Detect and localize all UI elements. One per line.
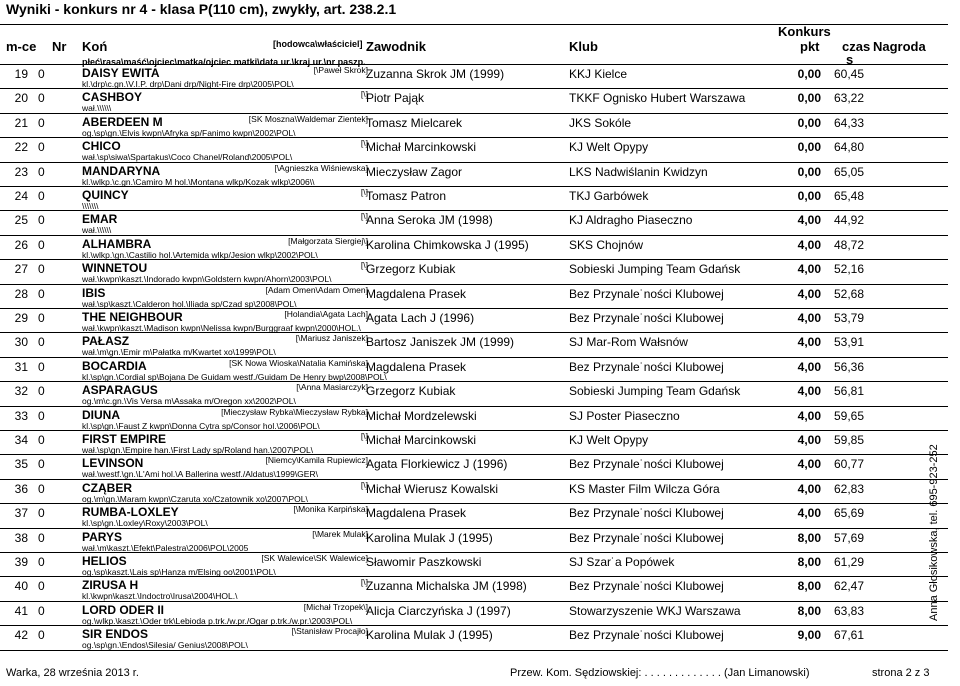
pedigree-cell: wał.\sp\kaszt.\Calderon hol.\Iliada sp/Czad sp\2008\POL\	[82, 298, 297, 309]
pedigree-cell: wał.\sp\siwa\Spartakus\Coco Chanel/Roland\2005\POL\	[82, 152, 293, 163]
points-cell: 4,00	[797, 408, 821, 423]
club-cell: Stowarzyszenie WKJ Warszawa	[569, 603, 741, 618]
place-cell: 38	[14, 530, 28, 545]
table-row	[0, 186, 948, 211]
place-cell: 40	[14, 579, 28, 594]
place-cell: 41	[14, 603, 28, 618]
number-cell: 0	[38, 555, 45, 569]
table-row	[0, 528, 948, 553]
pedigree-cell: kl.\drp\c.gn.\V.I.P. drp\Dani drp/Night-Fire drp\2005\POL\	[82, 79, 294, 89]
owner-cell: [Adam Omen\Adam Omen]	[265, 284, 368, 295]
place-cell: 34	[14, 433, 28, 447]
time-cell: 60,45	[833, 67, 864, 81]
side-note: Anna Głosikowska, tel. 695-923-252	[928, 444, 940, 621]
rider-cell: Karolina Chimkowska J (1995)	[366, 237, 529, 252]
points-cell: 4,00	[797, 506, 821, 521]
pedigree-cell: og.\sp\gn.\Elvis kwpn\Afryka sp/Fanimo kwpn\2002\POL\	[82, 127, 296, 138]
rider-cell: Michał Marcinkowski	[366, 433, 477, 447]
rider-cell: Tomasz Patron	[366, 189, 447, 203]
table-row	[0, 308, 948, 333]
points-cell: 8,00	[797, 579, 821, 594]
pedigree-cell: og.\sp\gn.\Endos\Silesia/ Genius\2008\POL\	[82, 640, 248, 651]
club-cell: KJ Welt Opypy	[569, 433, 649, 447]
time-cell: 61,29	[833, 555, 864, 569]
time-cell: 67,61	[833, 628, 864, 643]
time-cell: 56,81	[833, 384, 864, 399]
time-cell: 63,22	[833, 91, 864, 106]
horse-name: MANDARYNA	[82, 163, 161, 178]
owner-cell: [\]	[360, 479, 368, 490]
horse-name: LEVINSON	[82, 456, 144, 471]
number-cell: 0	[38, 408, 45, 423]
rider-cell: Mieczysław Zagor	[366, 164, 463, 179]
place-cell: 39	[14, 555, 28, 569]
horse-name: RUMBA-LOXLEY	[82, 505, 179, 520]
horse-name: PARYS	[82, 529, 123, 544]
time-cell: 60,77	[833, 457, 864, 472]
place-cell: 27	[14, 262, 28, 277]
time-cell: 44,92	[833, 213, 864, 228]
rider-cell: Karolina Mulak J (1995)	[366, 628, 493, 643]
pedigree-cell: og.\m\gn.\Maram kwpn\Czaruta xo/Czatownik xo\2007\POL\	[82, 493, 308, 504]
table-row	[0, 503, 948, 528]
table-row	[0, 113, 948, 138]
time-cell: 64,33	[833, 115, 864, 130]
rider-cell: Tomasz Mielcarek	[366, 115, 463, 130]
pedigree-cell: kl.\wlkp.\c.gn.\Camiro M hol.\Montana wlkp/Kozak wlkp\2006\\	[82, 176, 315, 187]
points-cell: 4,00	[797, 457, 821, 472]
table-row	[0, 284, 948, 309]
club-cell: Bez Przynale˙ności Klubowej	[569, 457, 724, 472]
place-cell: 42	[14, 628, 28, 643]
time-cell: 63,83	[833, 603, 864, 618]
pedigree-cell: og.\m\c.gn.\Vis Versa m\Assaka m/Oregon xx\2002\POL\	[82, 396, 296, 407]
points-cell: 4,00	[797, 335, 821, 350]
place-cell: 20	[14, 91, 28, 106]
table-row	[0, 235, 948, 260]
place-cell: 29	[14, 311, 28, 325]
place-cell: 22	[14, 140, 28, 155]
number-cell: 0	[38, 579, 45, 594]
table-row	[0, 210, 948, 235]
place-cell: 24	[14, 189, 28, 203]
time-cell: 59,85	[833, 433, 864, 447]
place-cell: 37	[14, 506, 28, 521]
number-cell: 0	[38, 115, 45, 130]
table-row	[0, 259, 948, 284]
rider-cell: Piotr Pająk	[366, 91, 425, 106]
number-cell: 0	[38, 164, 45, 179]
club-cell: SKS Chojnów	[569, 237, 644, 252]
header-owner: [hodowca\właściciel]	[273, 39, 363, 49]
table-row	[0, 625, 948, 650]
footer-page: strona 2 z 3	[872, 667, 930, 679]
header-mce: m-ce	[6, 39, 37, 54]
time-cell: 64,80	[833, 140, 864, 155]
header-czas: czas	[842, 39, 871, 54]
pedigree-cell: \\\\\\\	[82, 201, 99, 211]
pedigree-cell: wał.\kwpn\kaszt.\Madison kwpn\Nelissa kwpn/Burggraaf kwpn\2000\HOL.\	[82, 323, 361, 333]
pedigree-cell: wał.\westf.\gn.\L'Ami hol.\A Ballerina westf./Aldatus\1999\GER\	[82, 469, 318, 480]
header-subline: płeć\rasa\maść\ojciec\matka/ojciec matki\data ur.\kraj ur.\nr paszp.	[82, 57, 366, 67]
header-rule	[0, 24, 948, 25]
pedigree-cell: wał.\m\kaszt.\Efekt\Palestra\2006\POL\2005	[82, 542, 249, 553]
number-cell: 0	[38, 189, 45, 203]
owner-cell: [\Agnieszka Wiśniewska]	[274, 162, 368, 173]
number-cell: 0	[38, 603, 45, 618]
points-cell: 9,00	[797, 628, 821, 643]
owner-cell: [\]	[360, 211, 368, 222]
horse-name: FIRST EMPIRE	[82, 432, 167, 446]
pedigree-cell: kl.\wlkp.\gn.\Castilio hol.\Artemida wlkp/Jesion wlkp\2002\POL\	[82, 249, 318, 260]
club-cell: SJ Poster Piaseczno	[569, 408, 680, 423]
rider-cell: Bartosz Janiszek JM (1999)	[366, 335, 515, 350]
header-s: s	[846, 52, 854, 67]
pedigree-cell: wał.\sp\gn.\Empire han.\First Lady sp/Roland han.\2007\POL\	[82, 445, 314, 455]
header-pkt: pkt	[800, 39, 820, 54]
number-cell: 0	[38, 481, 45, 496]
owner-cell: [SK Walewice\SK Walewice]	[261, 553, 368, 563]
owner-cell: [\]	[360, 89, 368, 100]
table-row	[0, 64, 948, 89]
rider-cell: Alicja Ciarczyńska J (1997)	[366, 603, 511, 618]
time-cell: 65,69	[833, 506, 864, 521]
number-cell: 0	[38, 506, 45, 521]
owner-cell: [Niemcy\Kamila Rupiewicz]	[265, 455, 368, 466]
club-cell: Bez Przynale˙ności Klubowej	[569, 628, 724, 643]
club-cell: KS Master Film Wilcza Góra	[569, 481, 720, 496]
club-cell: Bez Przynale˙ności Klubowej	[569, 579, 724, 594]
club-cell: KKJ Kielce	[569, 67, 628, 81]
horse-name: DAISY EWITA	[82, 66, 160, 80]
horse-name: DIUNA	[82, 407, 120, 422]
points-cell: 4,00	[797, 213, 821, 228]
pedigree-cell: wał.\\\\\\	[82, 225, 112, 236]
page-title: Wyniki - konkurs nr 4 - klasa P(110 cm), zwykły, art. 238.2.1	[6, 1, 397, 17]
club-cell: Bez Przynale˙ności Klubowej	[569, 286, 724, 301]
horse-name: EMAR	[82, 212, 118, 227]
header-zawodnik: Zawodnik	[366, 39, 426, 54]
header-klub: Klub	[569, 39, 598, 54]
points-cell: 4,00	[797, 237, 821, 252]
header-nagroda: Nagroda	[873, 39, 926, 54]
points-cell: 4,00	[797, 359, 821, 374]
pedigree-cell: og.\sp\kaszt.\Lais sp\Hanza m/Elsing oo\2001\POL\	[82, 567, 276, 577]
header-konkurs: Konkurs	[778, 24, 831, 39]
time-cell: 62,83	[833, 481, 864, 496]
horse-name: SIR ENDOS	[82, 627, 149, 642]
rider-cell: Sławomir Paszkowski	[366, 555, 482, 569]
club-cell: LKS Nadwiślanin Kwidzyn	[569, 164, 708, 179]
number-cell: 0	[38, 311, 45, 325]
place-cell: 23	[14, 164, 28, 179]
rider-cell: Karolina Mulak J (1995)	[366, 530, 493, 545]
pedigree-cell: kl.\sp\gn.\Cordial sp\Bojana De Guidam westf./Guidam De Henry bwp\2008\POL\	[82, 371, 387, 382]
footer-date: Warka, 28 września 2013 r.	[6, 667, 139, 679]
horse-name: WINNETOU	[82, 261, 148, 276]
horse-name: IBIS	[82, 285, 106, 300]
pedigree-cell: wał.\kwpn\kaszt.\Indorado kwpn\Goldstern kwpn/Ahorn\2003\POL\	[82, 274, 332, 285]
club-cell: TKKF Ognisko Hubert Warszawa	[569, 91, 746, 106]
table-row	[0, 88, 948, 113]
table-row	[0, 454, 948, 479]
horse-name: CZĄBER	[82, 480, 132, 495]
time-cell: 62,47	[833, 579, 864, 594]
time-cell: 59,65	[833, 408, 864, 423]
points-cell: 0,00	[797, 67, 821, 81]
pedigree-cell: og.\wlkp.\kaszt.\Oder trk\Lebioda p.trk./w.pr./Ogar p.trk./w.pr.\2003\POL\	[82, 615, 353, 626]
table-row	[0, 381, 948, 406]
pedigree-cell: wał.\\\\\\	[82, 103, 112, 114]
owner-cell: [Małgorzata Siergiej\]	[288, 235, 368, 246]
time-cell: 52,16	[833, 262, 864, 277]
points-cell: 4,00	[797, 433, 821, 447]
time-cell: 53,79	[833, 311, 864, 325]
points-cell: 8,00	[797, 530, 821, 545]
place-cell: 28	[14, 286, 28, 301]
rider-cell: Grzegorz Kubiak	[366, 384, 456, 399]
club-cell: JKS Sokóle	[569, 115, 632, 130]
number-cell: 0	[38, 433, 45, 447]
table-row	[0, 430, 948, 455]
points-cell: 0,00	[797, 115, 821, 130]
number-cell: 0	[38, 237, 45, 252]
pedigree-cell: kl.\sp\gn.\Loxley\Roxy\2003\POL\	[82, 518, 208, 529]
rider-cell: Michał Mordzelewski	[366, 408, 477, 423]
owner-cell: [\]	[360, 260, 368, 271]
place-cell: 31	[14, 359, 28, 374]
place-cell: 25	[14, 213, 28, 228]
place-cell: 19	[14, 67, 28, 81]
club-cell: Bez Przynale˙ności Klubowej	[569, 359, 724, 374]
owner-cell: [\]	[360, 577, 368, 588]
rider-cell: Magdalena Prasek	[366, 506, 467, 521]
points-cell: 0,00	[797, 140, 821, 155]
number-cell: 0	[38, 359, 45, 374]
horse-name: BOCARDIA	[82, 358, 147, 373]
table-row	[0, 162, 948, 187]
points-cell: 4,00	[797, 384, 821, 399]
table-row	[0, 479, 948, 504]
owner-cell: [Mieczysław Rybka\Mieczysław Rybka]	[221, 406, 368, 417]
owner-cell: [\]	[360, 138, 368, 149]
horse-name: QUINCY	[82, 188, 129, 202]
horse-name: THE NEIGHBOUR	[82, 310, 183, 324]
rider-cell: Magdalena Prasek	[366, 286, 467, 301]
horse-name: ABERDEEN M	[82, 114, 163, 129]
owner-cell: [\]	[360, 187, 368, 197]
pedigree-cell: kl.\kwpn\kaszt.\Indoctro\Irusa\2004\HOL.\	[82, 591, 238, 602]
owner-cell: [\Anna Masiarczyk]	[296, 382, 368, 393]
time-cell: 65,05	[833, 164, 864, 179]
place-cell: 32	[14, 384, 28, 399]
time-cell: 65,48	[833, 189, 864, 203]
table-row	[0, 552, 948, 577]
horse-name: ASPARAGUS	[82, 383, 158, 398]
table-bottom-rule	[0, 650, 948, 651]
time-cell: 52,68	[833, 286, 864, 301]
pedigree-cell: wał.\m\gn.\Emir m\Pałatka m/Kwartet xo\1999\POL\	[82, 347, 276, 358]
club-cell: SJ Mar-Rom Wałsnów	[569, 335, 688, 350]
pedigree-cell: kl.\sp\gn.\Faust Z kwpn\Donna Cytra sp/Consor hol.\2006\POL\	[82, 420, 320, 431]
points-cell: 4,00	[797, 481, 821, 496]
place-cell: 26	[14, 237, 28, 252]
club-cell: Bez Przynale˙ności Klubowej	[569, 530, 724, 545]
rider-cell: Agata Florkiewicz J (1996)	[366, 457, 508, 472]
time-cell: 53,91	[833, 335, 864, 350]
owner-cell: [SK Moszna\Waldemar Zientek]	[248, 113, 368, 124]
number-cell: 0	[38, 262, 45, 277]
header-kon: Koń	[82, 39, 108, 54]
place-cell: 33	[14, 408, 28, 423]
table-row	[0, 576, 948, 601]
horse-name: CASHBOY	[82, 90, 143, 105]
place-cell: 35	[14, 457, 28, 472]
club-cell: Sobieski Jumping Team Gdańsk	[569, 384, 741, 399]
owner-cell: [\]	[360, 431, 368, 441]
number-cell: 0	[38, 530, 45, 545]
owner-cell: [\Paweł Skrok]	[313, 65, 368, 75]
place-cell: 21	[14, 115, 28, 130]
horse-name: ALHAMBRA	[82, 236, 152, 251]
rider-cell: Zuzanna Michalska JM (1998)	[366, 579, 527, 594]
owner-cell: [SK Nowa Wioska\Natalia Kamińska]	[229, 357, 368, 368]
rider-cell: Michał Marcinkowski	[366, 140, 477, 155]
club-cell: TKJ Garbówek	[569, 189, 649, 203]
points-cell: 8,00	[797, 603, 821, 618]
table-row	[0, 406, 948, 431]
number-cell: 0	[38, 286, 45, 301]
points-cell: 4,00	[797, 286, 821, 301]
number-cell: 0	[38, 213, 45, 228]
club-cell: Bez Przynale˙ności Klubowej	[569, 311, 724, 325]
horse-name: LORD ODER II	[82, 602, 165, 617]
rider-cell: Magdalena Prasek	[366, 359, 467, 374]
horse-name: PAŁASZ	[82, 334, 130, 349]
rider-cell: Michał Wierusz Kowalski	[366, 481, 499, 496]
owner-cell: [\Stanisław Procajło]	[291, 626, 368, 637]
table-row	[0, 357, 948, 382]
club-cell: KJ Welt Opypy	[569, 140, 649, 155]
points-cell: 4,00	[797, 311, 821, 325]
owner-cell: [\Mariusz Janiszek]	[295, 333, 368, 344]
points-cell: 0,00	[797, 164, 821, 179]
points-cell: 0,00	[797, 189, 821, 203]
points-cell: 8,00	[797, 555, 821, 569]
number-cell: 0	[38, 67, 45, 81]
time-cell: 56,36	[833, 359, 864, 374]
owner-cell: [Michał Trzopek\]	[303, 601, 368, 612]
place-cell: 30	[14, 335, 28, 350]
place-cell: 36	[14, 481, 28, 496]
owner-cell: [Holandia\Agata Lach]	[284, 309, 368, 319]
rider-cell: Zuzanna Skrok JM (1999)	[366, 67, 505, 81]
rider-cell: Grzegorz Kubiak	[366, 262, 456, 277]
rider-cell: Anna Seroka JM (1998)	[366, 213, 493, 228]
number-cell: 0	[38, 335, 45, 350]
header-nr: Nr	[52, 39, 67, 54]
time-cell: 57,69	[833, 530, 864, 545]
table-row	[0, 601, 948, 626]
table-row	[0, 332, 948, 357]
footer-judge: Przew. Kom. Sędziowskiej: . . . . . . . . . . . . . (Jan Limanowski)	[510, 667, 810, 679]
horse-name: HELIOS	[82, 554, 127, 568]
owner-cell: [\Monika Karpińska]	[293, 504, 368, 515]
horse-name: ZIRUSA H	[82, 578, 139, 593]
number-cell: 0	[38, 384, 45, 399]
number-cell: 0	[38, 91, 45, 106]
points-cell: 0,00	[797, 91, 821, 106]
table-row	[0, 137, 948, 162]
time-cell: 48,72	[833, 237, 864, 252]
number-cell: 0	[38, 628, 45, 643]
club-cell: KJ Aldragho Piaseczno	[569, 213, 693, 228]
number-cell: 0	[38, 457, 45, 472]
number-cell: 0	[38, 140, 45, 155]
points-cell: 4,00	[797, 262, 821, 277]
owner-cell: [\Marek Mulak]	[312, 528, 368, 539]
club-cell: Bez Przynale˙ności Klubowej	[569, 506, 724, 521]
horse-name: CHICO	[82, 139, 121, 154]
club-cell: SJ Szar˙a Popówek	[569, 555, 675, 569]
rider-cell: Agata Lach J (1996)	[366, 311, 475, 325]
club-cell: Sobieski Jumping Team Gdańsk	[569, 262, 741, 277]
